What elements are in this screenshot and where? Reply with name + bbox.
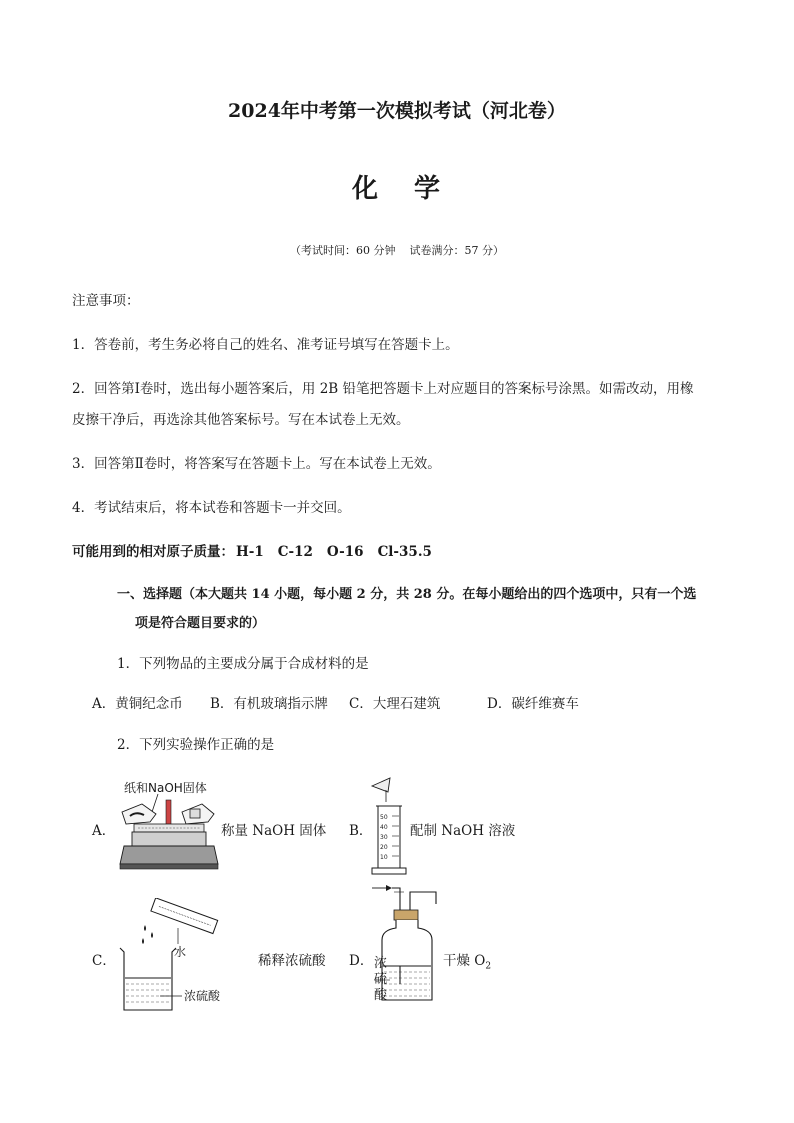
water-label: 水 <box>174 945 187 959</box>
atomic-mass-h: H-1 <box>236 544 264 560</box>
notice-item-3: 3．回答第Ⅱ卷时，将答案写在答题卡上。写在本试卷上无效。 <box>72 456 441 472</box>
q2-option-d-text <box>443 949 491 972</box>
atomic-mass-c: C-12 <box>277 544 313 560</box>
q2-option-d-main: 干燥 O <box>443 953 486 969</box>
q2-stem: 2．下列实验操作正确的是 <box>117 737 275 753</box>
cylinder-tick-label: 20 <box>380 844 388 851</box>
full-marks: 试卷满分：57 分） <box>409 244 504 257</box>
cylinder-tick-label: 30 <box>380 834 388 841</box>
atomic-mass-cl: Cl-35.5 <box>377 544 432 560</box>
atomic-mass-line <box>72 540 446 560</box>
notice-item-1: 1．答卷前，考生务必将自己的姓名、准考证号填写在答题卡上。 <box>72 337 459 353</box>
bottle-acid-char-2: 硫 <box>374 972 388 987</box>
bottle-acid-char-1: 浓 <box>374 956 388 971</box>
balance-figure <box>116 774 222 872</box>
stopper-icon <box>394 910 418 920</box>
notice-item-4: 4．考试结束后，将本试卷和答题卡一并交回。 <box>72 500 351 516</box>
bottle-acid-label <box>374 956 387 1004</box>
graduated-cylinder-figure <box>368 776 408 878</box>
weight-icon <box>190 809 200 818</box>
subject-title <box>0 168 794 205</box>
bottle-acid-char-3: 酸 <box>374 988 388 1003</box>
bottle-icon <box>382 920 432 1000</box>
notice-heading: 注意事项： <box>72 293 140 309</box>
subject-char-2: 学 <box>414 174 443 204</box>
q1-stem: 1．下列物品的主要成分属于合成材料的是 <box>117 656 369 672</box>
section-1-heading-line-2: 项是符合题目要求的） <box>135 616 266 631</box>
cylinder-tick-label: 40 <box>380 824 388 831</box>
atomic-mass-o: O-16 <box>326 544 364 560</box>
balance-base <box>120 846 218 864</box>
q2-option-b-text: 配制 NaOH 溶液 <box>410 823 516 839</box>
dilution-figure <box>116 898 256 1016</box>
q2-option-c-text: 稀释浓硫酸 <box>258 953 326 969</box>
q1-option-a: A．黄铜纪念币 <box>92 696 183 712</box>
q2-option-d-letter: D． <box>349 953 374 969</box>
notice-item-2-line-2: 皮擦干净后，再选涂其他答案标号。写在本试卷上无效。 <box>72 412 410 428</box>
section-1-heading-line-1: 一、选择题（本大题共 14 小题，每小题 2 分，共 28 分。在每小题给出的四个选项中，只有一个选 <box>117 587 697 602</box>
q1-option-d: D．碳纤维赛车 <box>487 696 579 712</box>
exam-title: 2024年中考第一次模拟考试（河北卷） <box>228 100 566 122</box>
cylinder-tick-label: 10 <box>380 854 388 861</box>
q2-option-a-letter: A． <box>92 823 116 839</box>
balance-label: 纸和NaOH固体 <box>124 781 207 795</box>
atomic-mass-label: 可能用到的相对原子质量： <box>72 544 234 560</box>
q2-option-a-text: 称量 NaOH 固体 <box>221 823 327 839</box>
q2-option-b-letter: B． <box>349 823 373 839</box>
q2-option-d-subscript: 2 <box>485 961 492 972</box>
q1-option-c: C．大理石建筑 <box>349 696 441 712</box>
acid-label: 浓硫酸 <box>184 989 221 1003</box>
exam-time: （考试时间：60 分钟 <box>290 244 396 257</box>
subject-char-1: 化 <box>351 174 380 204</box>
notice-item-2-line-1: 2．回答第Ⅰ卷时，选出每小题答案后，用 2B 铅笔把答题卡上对应题目的答案标号涂黑。如需改动，用橡 <box>72 381 694 397</box>
q2-option-c-letter: C． <box>92 953 116 969</box>
q1-option-b: B．有机玻璃指示牌 <box>210 696 328 712</box>
cylinder-tick-label: 50 <box>380 814 388 821</box>
funnel-icon <box>372 778 390 792</box>
exam-info <box>0 242 794 258</box>
arrow-icon <box>386 885 392 891</box>
